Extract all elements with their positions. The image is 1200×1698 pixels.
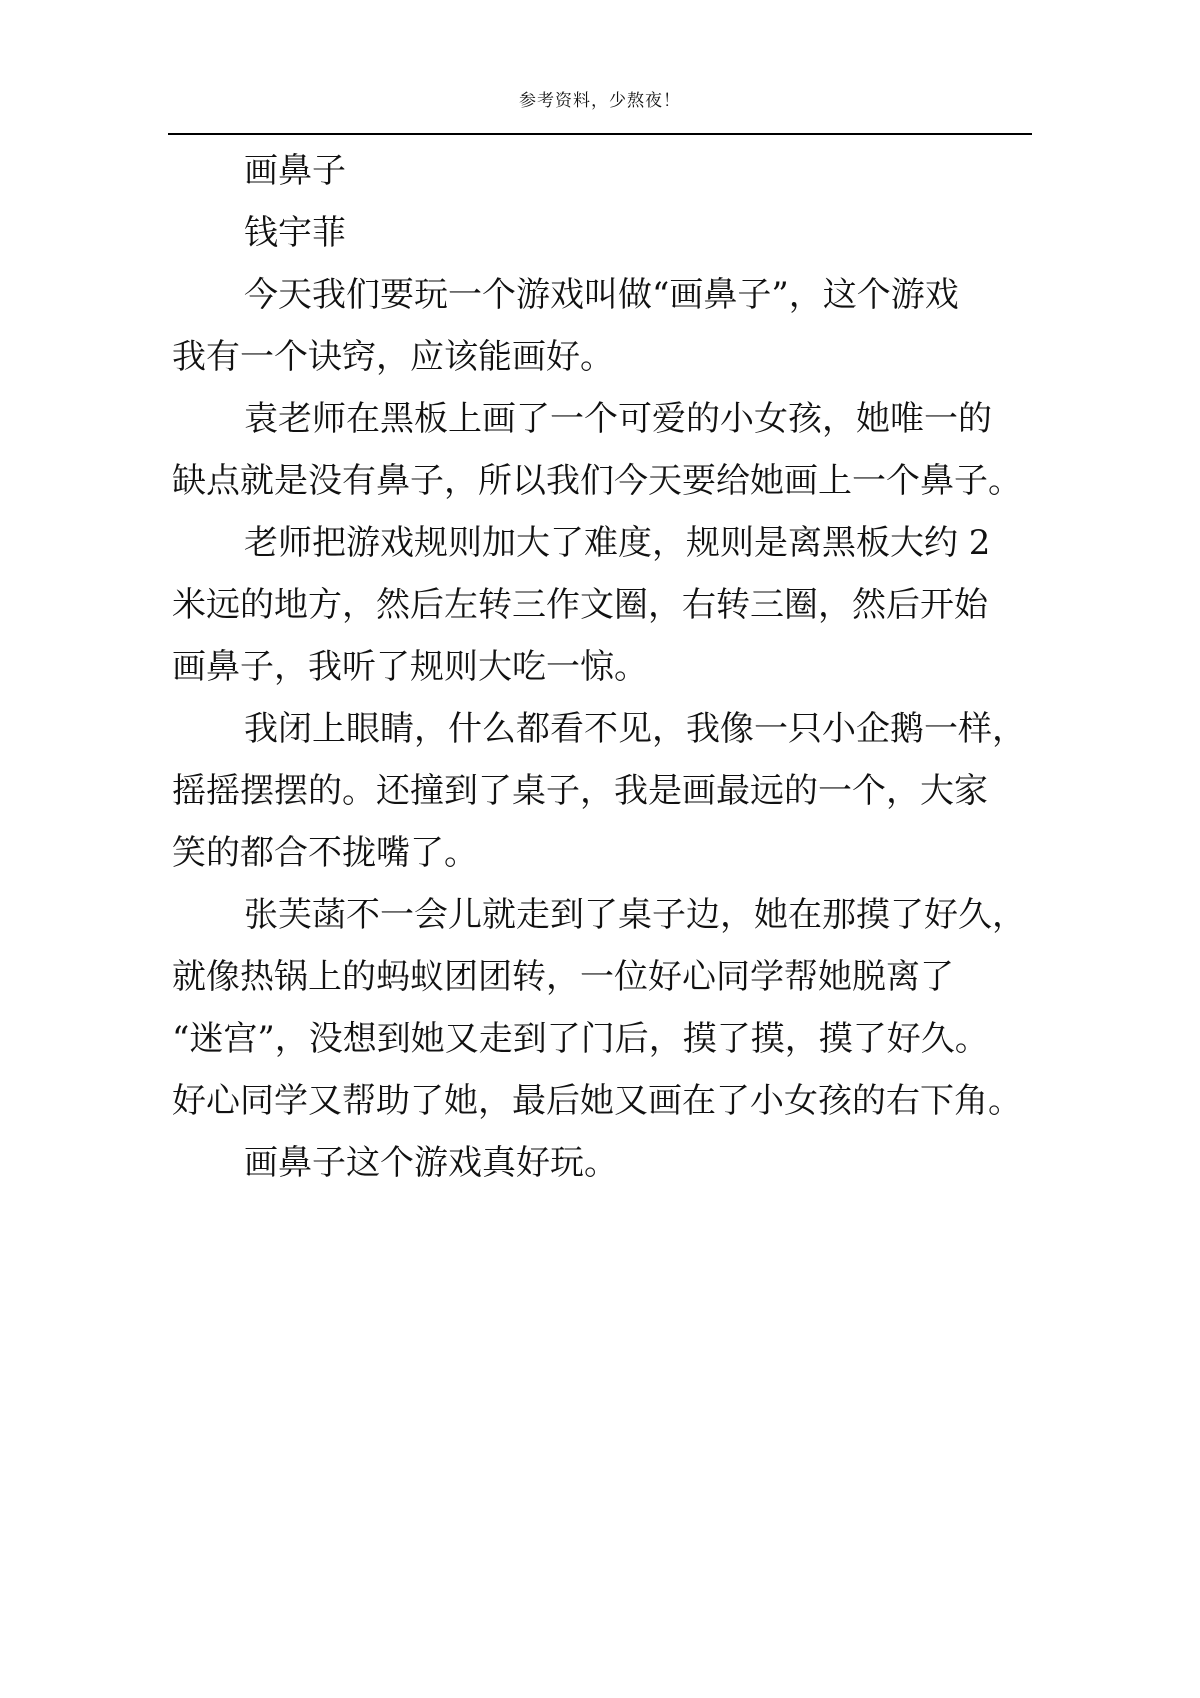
paragraph-5-line-4: 好心同学又帮助了她，最后她又画在了小女孩的右下角。	[172, 1081, 1022, 1121]
document-body	[172, 140, 1072, 1194]
paragraph-2-line-1: 袁老师在黑板上画了一个可爱的小女孩，她唯一的	[244, 399, 992, 439]
author-name: 钱宇菲	[244, 213, 346, 253]
paragraph-3-line-1: 老师把游戏规则加大了难度，规则是离黑板大约 2	[244, 523, 991, 563]
paragraph-4-line-1: 我闭上眼睛，什么都看不见，我像一只小企鹅一样，	[244, 709, 1026, 749]
paragraph-3-line-2: 米远的地方，然后左转三作文圈，右转三圈，然后开始	[172, 585, 988, 625]
paragraph-2-line-2: 缺点就是没有鼻子，所以我们今天要给她画上一个鼻子。	[172, 461, 1022, 501]
paragraph-5-line-2: 就像热锅上的蚂蚁团团转，一位好心同学帮她脱离了	[172, 957, 954, 997]
paragraph-3-line-3: 画鼻子，我听了规则大吃一惊。	[172, 647, 648, 687]
paragraph-1-line-2: 我有一个诀窍，应该能画好。	[172, 337, 614, 377]
paragraph-5-line-3: “迷宫”，没想到她又走到了门后，摸了摸，摸了好久。	[172, 1019, 989, 1059]
paragraph-6-line-1: 画鼻子这个游戏真好玩。	[244, 1143, 618, 1183]
paragraph-4-line-2: 摇摇摆摆的。还撞到了桌子，我是画最远的一个，大家	[172, 771, 988, 811]
page-header: 参考资料，少熬夜！	[519, 91, 681, 111]
paragraph-5-line-1: 张芙菡不一会儿就走到了桌子边，她在那摸了好久，	[244, 895, 1026, 935]
paragraph-4-line-3: 笑的都合不拢嘴了。	[172, 833, 478, 873]
paragraph-1-line-1: 今天我们要玩一个游戏叫做“画鼻子”，这个游戏	[244, 275, 959, 315]
essay-title: 画鼻子	[244, 151, 346, 191]
header-divider	[168, 133, 1032, 135]
